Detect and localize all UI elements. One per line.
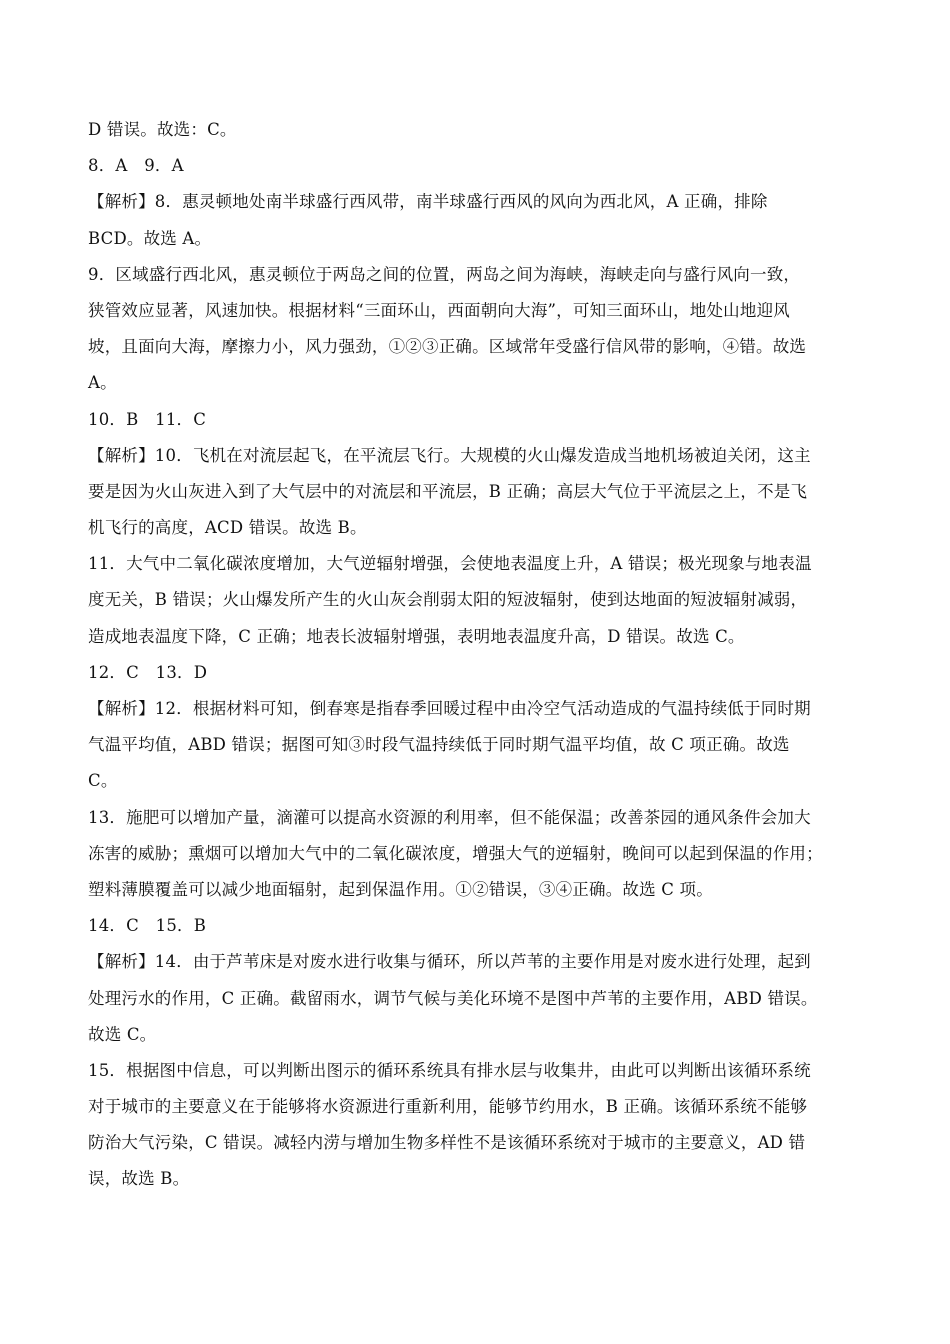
text-line: 狭管效应显著，风速加快。根据材料“三面环山，西面朝向大海”，可知三面环山，地处山地迎风 bbox=[88, 300, 790, 320]
answer-line-12-13: 12．C 13．D bbox=[88, 662, 208, 682]
answer-line-14-15: 14．C 15．B bbox=[88, 916, 207, 936]
text-line: 塑料薄膜覆盖可以减少地面辐射，起到保温作用。①②错误，③④正确。故选 C 项。 bbox=[88, 879, 713, 899]
text-line: C。 bbox=[88, 771, 118, 791]
text-line: 15．根据图中信息，可以判断出图示的循环系统具有排水层与收集井，由此可以判断出该循环系统 bbox=[88, 1060, 811, 1080]
answer-text-block bbox=[88, 112, 823, 1198]
text-line: 造成地表温度下降，C 正确；地表长波辐射增强，表明地表温度升高，D 错误。故选 C。 bbox=[88, 626, 745, 646]
text-line: 【解析】8．惠灵顿地处南半球盛行西风带，南半球盛行西风的风向为西北风，A 正确，排除 bbox=[88, 192, 768, 212]
text-line: 【解析】10．飞机在对流层起飞，在平流层飞行。大规模的火山爆发造成当地机场被迫关闭，这主 bbox=[88, 445, 811, 465]
text-line: D 错误。故选：C。 bbox=[88, 120, 237, 139]
text-line: 故选 C。 bbox=[88, 1024, 157, 1044]
text-line: 处理污水的作用，C 正确。截留雨水，调节气候与美化环境不是图中芦苇的主要作用，ABD 错误。 bbox=[88, 988, 818, 1008]
text-line: 要是因为火山灰进入到了大气层中的对流层和平流层，B 正确；高层大气位于平流层之上，不是飞 bbox=[88, 481, 808, 501]
text-line: 11．大气中二氧化碳浓度增加，大气逆辐射增强，会使地表温度上升，A 错误；极光现象与地表温 bbox=[88, 554, 812, 574]
text-line: 【解析】12．根据材料可知，倒春寒是指春季回暖过程中由冷空气活动造成的气温持续低于同时期 bbox=[88, 699, 811, 718]
answer-line-10-11: 10．B 11．C bbox=[88, 409, 207, 429]
text-line: BCD。故选 A。 bbox=[88, 228, 212, 248]
text-line: 气温平均值，ABD 错误；据图可知③时段气温持续低于同时期气温平均值，故 C 项正确。故选 bbox=[88, 735, 790, 755]
text-line: 9．区域盛行西北风，惠灵顿位于两岛之间的位置，两岛之间为海峡，海峡走向与盛行风向一致， bbox=[88, 264, 801, 284]
text-line: 防治大气污染，C 错误。减轻内涝与增加生物多样性不是该循环系统对于城市的主要意义，AD 错 bbox=[88, 1133, 806, 1153]
text-line: 机飞行的高度，ACD 错误。故选 B。 bbox=[88, 518, 367, 538]
text-line: 度无关，B 错误；火山爆发所产生的火山灰会削弱太阳的短波辐射，使到达地面的短波辐射减弱， bbox=[88, 590, 808, 610]
text-line: 误，故选 B。 bbox=[88, 1169, 190, 1189]
text-line: 【解析】14．由于芦苇床是对废水进行收集与循环，所以芦苇的主要作用是对废水进行处理，起到 bbox=[88, 952, 811, 972]
text-line: 坡，且面向大海，摩擦力小，风力强劲，①②③正确。区域常年受盛行信风带的影响，④错。故选 bbox=[88, 337, 807, 357]
text-line: 冻害的威胁；熏烟可以增加大气中的二氧化碳浓度，增强大气的逆辐射，晚间可以起到保温的作用； bbox=[88, 843, 823, 863]
text-line: A。 bbox=[88, 373, 117, 393]
text-line: 对于城市的主要意义在于能够将水资源进行重新利用，能够节约用水，B 正确。该循环系统不能够 bbox=[88, 1097, 808, 1117]
text-line: 13．施肥可以增加产量，滴灌可以提高水资源的利用率，但不能保温；改善茶园的通风条件会加大 bbox=[88, 807, 811, 827]
answer-line-8-9: 8．A 9．A bbox=[88, 156, 184, 176]
